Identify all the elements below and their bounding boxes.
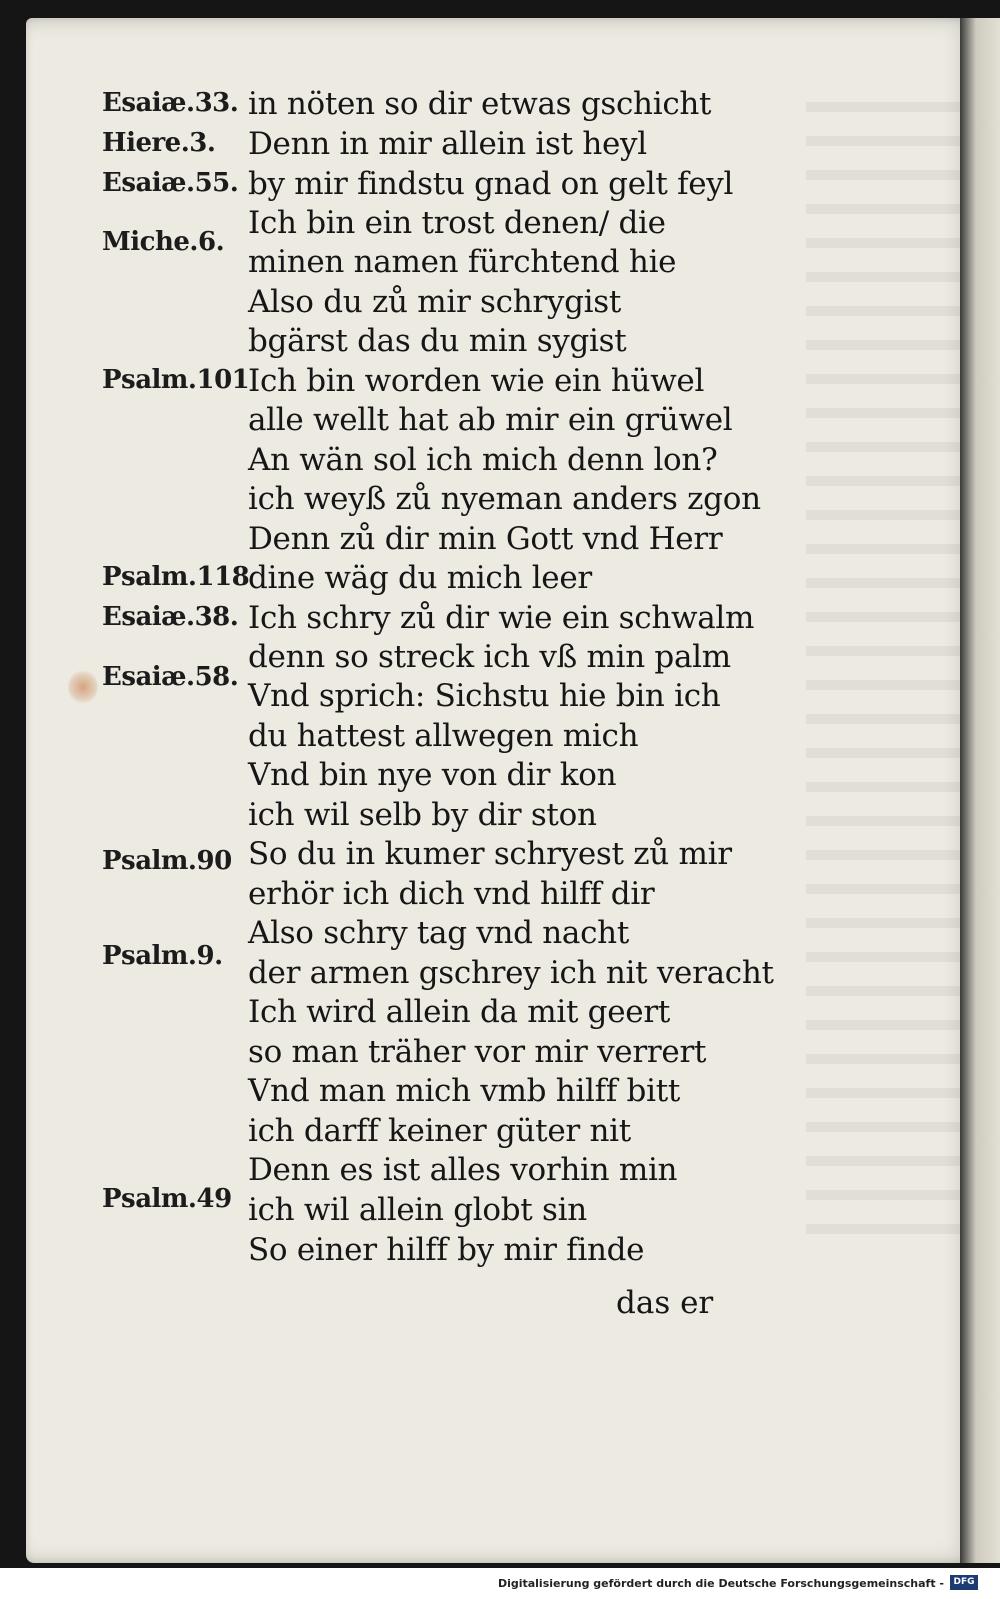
margin-reference: Esaiæ.55. — [102, 168, 239, 198]
verse-line — [26, 1073, 978, 1113]
verse-line — [26, 836, 978, 876]
verse-text: Vnd sprich: Sichstu hie bin ich — [248, 678, 721, 714]
verse-text: Denn zů dir min Gott vnd Herr — [248, 521, 723, 557]
verse-line — [26, 284, 978, 324]
catchword: das er — [616, 1285, 714, 1321]
verse-text: Ich wird allein da mit geert — [248, 994, 670, 1030]
verse-line — [26, 205, 978, 257]
verse-line — [26, 442, 978, 482]
margin-reference: Psalm.101 — [102, 365, 250, 395]
verse-line — [26, 1034, 978, 1074]
verse-text: ich darff keiner güter nit — [248, 1113, 631, 1149]
margin-reference: Esaiæ.33. — [102, 88, 239, 118]
verse-text: Ich bin worden wie ein hüwel — [248, 363, 705, 399]
footer-bar — [0, 1568, 1000, 1599]
verse-line — [26, 402, 978, 442]
verse-line — [26, 1184, 978, 1232]
verse-line — [26, 797, 978, 837]
verse-text: ich wil selb by dir ston — [248, 797, 597, 833]
verse-text: bgärst das du min sygist — [248, 323, 627, 359]
verse-line — [26, 323, 978, 363]
verse-line — [26, 1113, 978, 1153]
verse-text: Vnd man mich vmb hilff bitt — [248, 1073, 681, 1109]
verse-text: Denn es ist alles vorhin min — [248, 1152, 678, 1188]
verse-text: Vnd bin nye von dir kon — [248, 757, 617, 793]
verse-text: Also schry tag vnd nacht — [248, 915, 629, 951]
verse-text: Denn in mir allein ist heyl — [248, 126, 647, 162]
verse-text: So einer hilff by mir finde — [248, 1232, 645, 1268]
verse-line — [26, 244, 978, 284]
verse-line — [26, 1232, 978, 1272]
verse-line — [26, 757, 978, 797]
verse-line — [26, 363, 978, 403]
verse-text: erhör ich dich vnd hilff dir — [248, 876, 655, 912]
verse-text: Ich bin ein trost denen/ die — [248, 205, 666, 241]
margin-reference: Miche.6. — [102, 227, 225, 257]
verse-line — [26, 876, 978, 916]
margin-reference: Esaiæ.38. — [102, 602, 239, 632]
verse-line — [26, 126, 978, 166]
funding-credit: Digitalisierung gefördert durch die Deutsche Forschungsgemeinschaft - — [497, 1577, 944, 1590]
verse-line — [26, 86, 978, 126]
verse-text: so man träher vor mir verrert — [248, 1034, 707, 1070]
verse-text: So du in kumer schryest zů mir — [248, 836, 732, 872]
verse-text: in nöten so dir etwas gschicht — [248, 86, 712, 122]
verse-line — [26, 662, 978, 718]
verse-text: by mir findstu gnad on gelt feyl — [248, 166, 734, 202]
book-page — [26, 18, 978, 1563]
book-gutter — [960, 18, 1000, 1563]
verse-text: denn so streck ich vß min palm — [248, 639, 731, 675]
verse-line — [26, 521, 978, 561]
margin-reference: Psalm.90 — [102, 846, 232, 876]
margin-reference: Esaiæ.58. — [102, 662, 239, 692]
margin-reference: Psalm.118 — [102, 562, 250, 592]
verse-line — [26, 481, 978, 521]
verse-text: ich wil allein globt sin — [248, 1192, 587, 1228]
verse-text: minen namen fürchtend hie — [248, 244, 677, 280]
margin-reference: Psalm.49 — [102, 1184, 232, 1214]
verse-line — [26, 994, 978, 1034]
verse-line — [26, 941, 978, 995]
verse-text: Also du zů mir schrygist — [248, 284, 622, 320]
verse-text: dine wäg du mich leer — [248, 560, 592, 596]
verse-line — [26, 718, 978, 758]
verse-text: An wän sol ich mich denn lon? — [248, 442, 718, 478]
verse-text: alle wellt hat ab mir ein grüwel — [248, 402, 733, 438]
verse-text: der armen gschrey ich nit veracht — [248, 955, 774, 991]
margin-reference: Hiere.3. — [102, 128, 216, 158]
verse-line — [26, 560, 978, 600]
verse-line — [26, 600, 978, 640]
margin-reference: Psalm.9. — [102, 941, 223, 971]
dfg-logo-icon: DFG — [950, 1575, 978, 1590]
verse-text: Ich schry zů dir wie ein schwalm — [248, 600, 755, 636]
verse-text: ich weyß zů nyeman anders zgon — [248, 481, 761, 517]
verse-text: du hattest allwegen mich — [248, 718, 639, 754]
verse-line — [26, 166, 978, 206]
